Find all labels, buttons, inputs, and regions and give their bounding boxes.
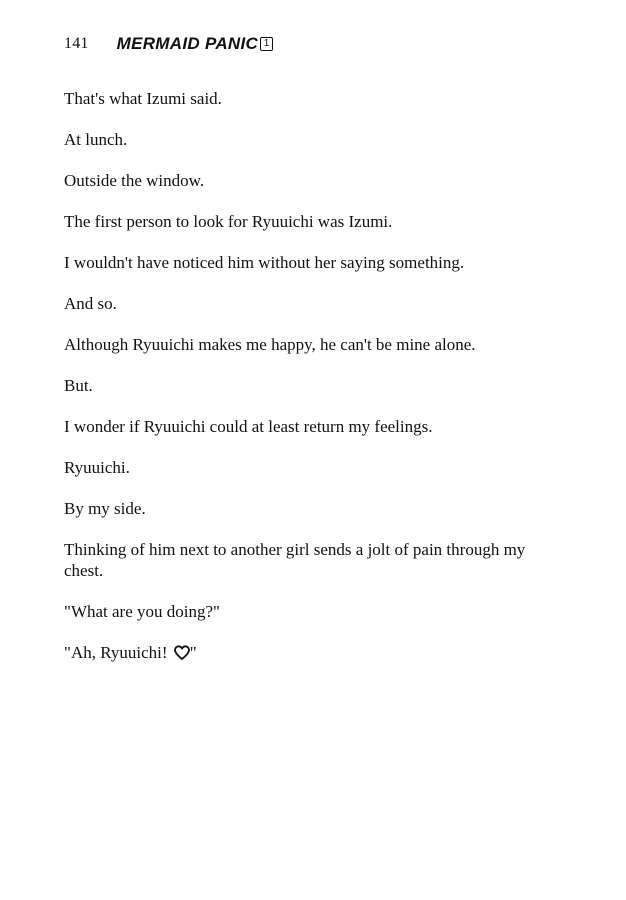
paragraph: Ryuuichi.: [64, 458, 130, 477]
paragraph: I wouldn't have noticed him without her saying something.: [64, 253, 465, 272]
last-line-text: "Ah, Ryuuichi!: [64, 643, 168, 662]
closing-quote: ": [189, 643, 197, 662]
paragraph-last: [64, 642, 554, 666]
paragraph: Outside the window.: [64, 171, 205, 190]
paragraph: By my side.: [64, 499, 146, 518]
page-number: 141: [64, 35, 89, 52]
paragraph: The first person to look for Ryuuichi was Izumi.: [64, 212, 393, 231]
paragraph: And so.: [64, 294, 117, 313]
paragraph: Thinking of him next to another girl sends a jolt of pain through my chest.: [64, 540, 526, 580]
paragraph: But.: [64, 376, 93, 395]
page-header: [64, 32, 273, 56]
paragraph: That's what Izumi said.: [64, 89, 222, 108]
paragraph: At lunch.: [64, 130, 128, 149]
body-text: [64, 88, 554, 686]
volume-number-badge: 1: [260, 37, 273, 51]
book-title: MERMAID PANIC: [116, 34, 259, 53]
heart-icon: [174, 645, 190, 666]
paragraph: "What are you doing?": [64, 602, 220, 621]
paragraph: Although Ryuuichi makes me happy, he can't be mine alone.: [64, 335, 476, 354]
paragraph: I wonder if Ryuuichi could at least return my feelings.: [64, 417, 433, 436]
